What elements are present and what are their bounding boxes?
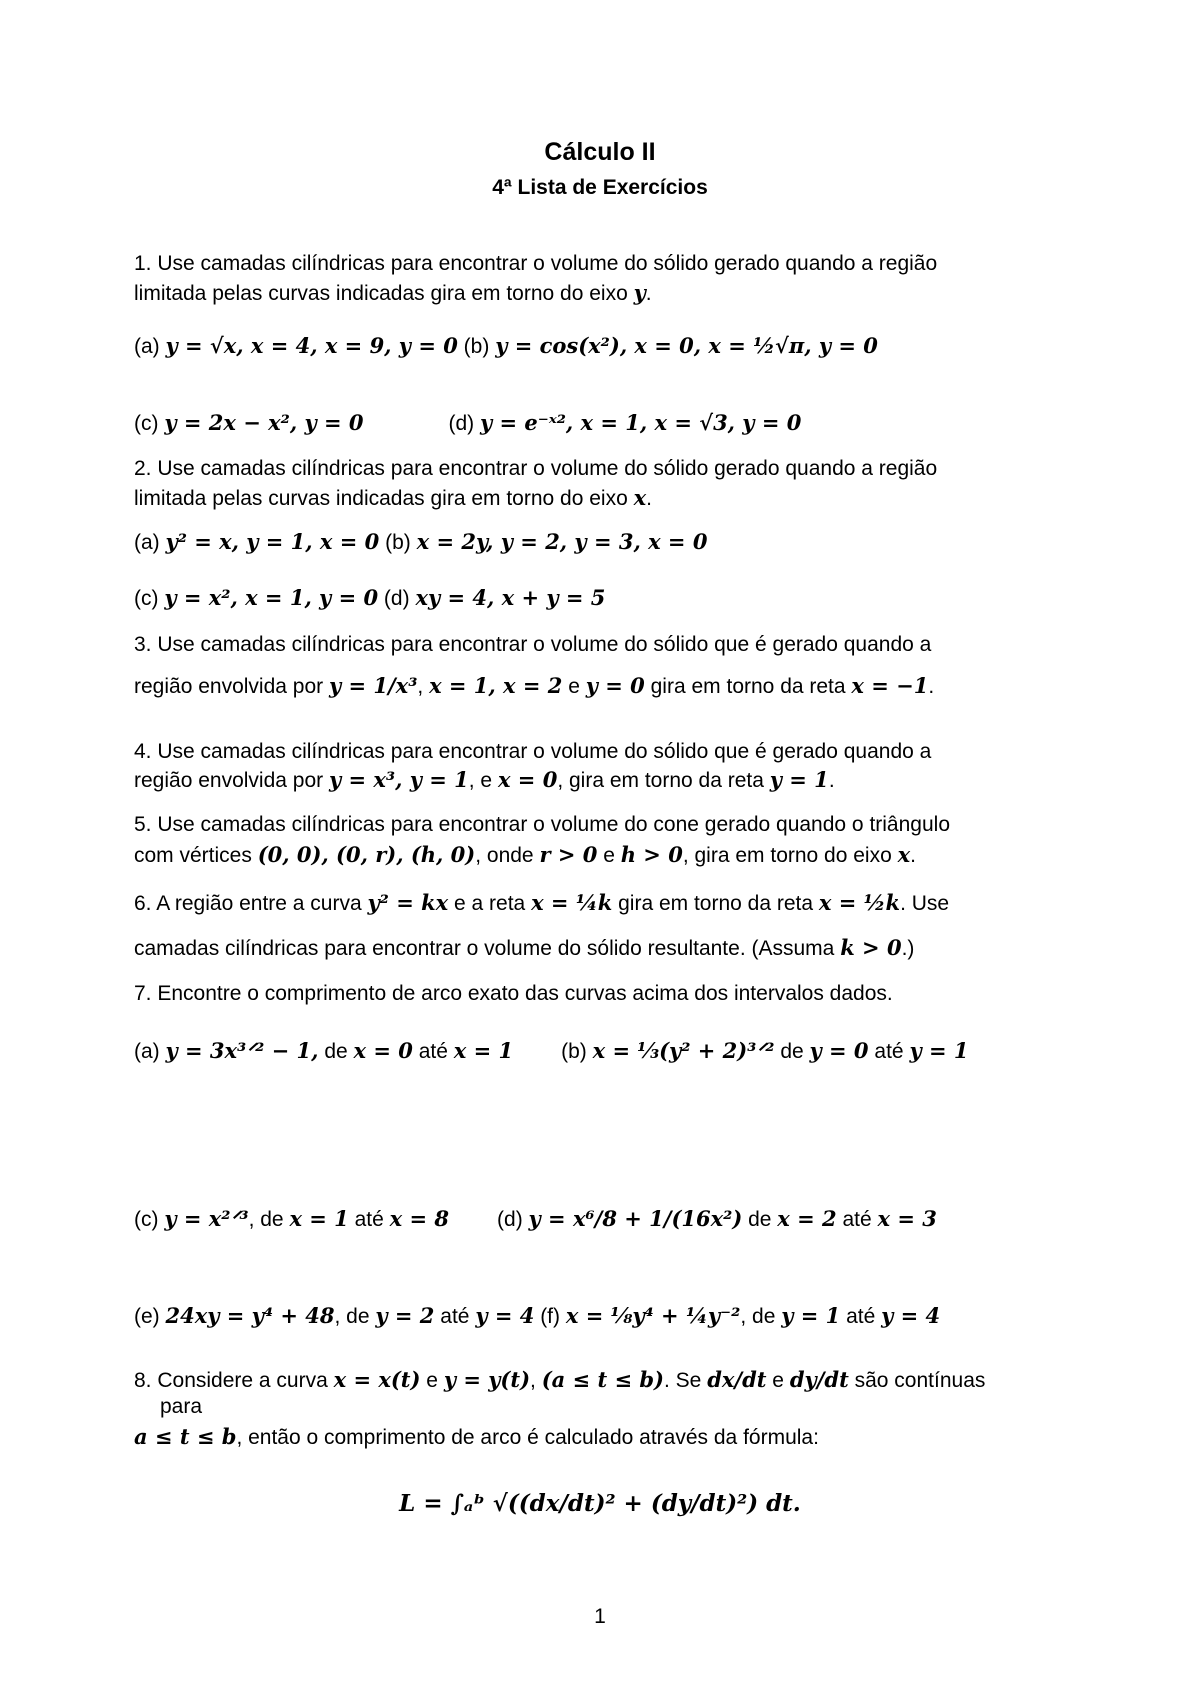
exercise-6-text-f: .): [901, 937, 915, 960]
exercise-7b-math: x = ⅓(y² + 2)³ᐟ²: [592, 1038, 775, 1063]
exercise-5-math-1: (0, 0), (0, r), (h, 0): [257, 842, 476, 867]
exercise-4-text-d: .: [828, 769, 835, 792]
exercise-5-text-2: [134, 842, 916, 869]
exercise-8-text-a: 8. Considere a curva: [134, 1369, 334, 1392]
exercise-2-line-2: limitada pelas curvas indicadas gira em torno do eixo: [134, 487, 634, 510]
exercise-8-text: [134, 1367, 985, 1394]
exercise-3-text-a: região envolvida por: [134, 675, 329, 698]
exercise-7a-label: (a): [134, 1040, 166, 1063]
exercise-2-text: [134, 456, 937, 482]
exercise-8-text-c: ,: [530, 1369, 542, 1392]
exercise-3-text-d: gira em torno da reta: [644, 675, 852, 698]
exercise-7f-math: x = ⅛y⁴ + ¼y⁻²: [565, 1303, 741, 1328]
exercise-5-text-a: com vértices: [134, 844, 258, 867]
exercise-7a-text: de: [318, 1040, 354, 1063]
exercise-1b-math: y = cos(x²), x = 0, x = ½√π, y = 0: [495, 333, 878, 358]
exercise-1-items-cd: [134, 410, 801, 437]
exercise-6-text-a: 6. A região entre a curva: [134, 892, 368, 915]
exercise-7f-label: (f): [534, 1305, 566, 1328]
exercise-5-math-4: x: [897, 842, 911, 867]
exercise-3-math-2: x = 1, x = 2: [429, 673, 563, 698]
exercise-7d-math-3: x = 3: [877, 1206, 937, 1231]
exercise-7c-text: , de: [248, 1208, 290, 1231]
exercise-3-math-4: x = −1: [851, 673, 929, 698]
document-subtitle: 4ª Lista de Exercícios: [492, 176, 708, 199]
exercise-4-text-c: , gira em torno da reta: [557, 769, 770, 792]
exercise-7c-label: (c): [134, 1208, 165, 1231]
exercise-8-math-2: y = y(t): [443, 1367, 531, 1392]
exercise-5-text-c: e: [597, 844, 621, 867]
exercise-6-text-c: gira em torno da reta: [612, 892, 819, 915]
exercise-8-text-g: , então o comprimento de arco é calculado através da fórmula:: [236, 1426, 819, 1449]
exercise-3-line-1: 3. Use camadas cilíndricas para encontrar o volume do sólido que é gerado quando a: [134, 633, 932, 656]
exercise-7c-math: y = x²ᐟ³: [164, 1206, 249, 1231]
exercise-2a-math: y² = x, y = 1, x = 0: [165, 529, 380, 554]
exercise-7e-math-3: y = 4: [475, 1303, 535, 1328]
exercise-1b-label: (b): [457, 335, 496, 358]
exercise-8-math-5: dy/dt: [789, 1367, 849, 1392]
exercise-6-math-3: x = ½k: [818, 890, 901, 915]
exercise-3-text-e: .: [928, 675, 935, 698]
exercise-1d-math: y = e⁻ˣ², x = 1, x = √3, y = 0: [479, 410, 802, 435]
exercise-2-text-2: limitada pelas curvas indicadas gira em torno do eixo x.: [134, 485, 652, 510]
exercise-7-items-cd: [134, 1206, 937, 1233]
exercise-2b-math: x = 2y, y = 2, y = 3, x = 0: [416, 529, 708, 554]
exercise-7-items-ab: [134, 1038, 968, 1065]
exercise-8-text-d: . Se: [664, 1369, 708, 1392]
exercise-8-text-e: e: [766, 1369, 790, 1392]
page-number: 1: [594, 1605, 606, 1628]
arc-length-formula: [0, 1490, 1200, 1517]
exercise-7b-text-2: até: [868, 1040, 910, 1063]
exercise-2b-label: (b): [379, 531, 417, 554]
exercise-7e-text: , de: [334, 1305, 376, 1328]
exercise-7a-math-3: x = 1: [453, 1038, 514, 1063]
exercise-2d-label: (d): [378, 587, 416, 610]
exercise-1a-math: y = √x, x = 4, x = 9, y = 0: [165, 333, 458, 358]
exercise-4-text: [134, 739, 931, 765]
exercise-6-text-d: . Use: [900, 892, 950, 915]
exercise-6-math-1: y² = kx: [367, 890, 449, 915]
exercise-4-text-b: , e: [468, 769, 498, 792]
exercise-7c-math-3: x = 8: [389, 1206, 450, 1231]
exercise-5-line-1: 5. Use camadas cilíndricas para encontrar o volume do cone gerado quando o triângulo: [134, 813, 950, 836]
exercise-2-items-cd: [134, 585, 605, 612]
exercise-5-math-2: r > 0: [539, 842, 598, 867]
exercise-2-line-1: 2. Use camadas cilíndricas para encontrar o volume do sólido gerado quando a região: [134, 457, 938, 480]
exercise-7-text: [134, 981, 893, 1007]
exercise-1a-label: (a): [134, 335, 166, 358]
exercise-8-text-b: e: [420, 1369, 444, 1392]
exercise-3-math-3: y = 0: [585, 673, 645, 698]
exercise-7f-text: , de: [740, 1305, 782, 1328]
exercise-8-text-3: [134, 1424, 819, 1451]
exercise-6-text-e: camadas cilíndricas para encontrar o volume do sólido resultante. (Assuma: [134, 937, 841, 960]
exercise-1c-label: (c): [134, 412, 165, 435]
exercise-7a-math: y = 3x³ᐟ² − 1,: [165, 1038, 319, 1063]
exercise-6-math-2: x = ¼k: [531, 890, 613, 915]
exercise-7e-math-2: y = 2: [375, 1303, 435, 1328]
exercise-3-text-2: [134, 673, 934, 700]
exercise-2a-label: (a): [134, 531, 166, 554]
exercise-8-text-2: [160, 1394, 202, 1420]
exercise-7e-math: 24xy = y⁴ + 48: [165, 1303, 335, 1328]
exercise-4-math-2: x = 0: [497, 767, 558, 792]
exercise-2-axis: x: [633, 485, 647, 510]
exercise-8-math-4: dx/dt: [707, 1367, 767, 1392]
exercise-7b-math-3: y = 1: [909, 1038, 969, 1063]
exercise-1-items-ab: [134, 333, 878, 360]
exercise-7f-text-2: até: [840, 1305, 882, 1328]
exercise-7d-label: (d): [497, 1208, 529, 1231]
exercise-3-math-1: y = 1/x³: [328, 673, 418, 698]
exercise-6-text-b: e a reta: [448, 892, 532, 915]
arc-length-formula-text: L = ∫ₐᵇ √((dx/dt)² + (dy/dt)²) dt.: [399, 1490, 801, 1517]
exercise-8-text-f: são contínuas: [848, 1369, 986, 1392]
exercise-4-text-a: região envolvida por: [134, 769, 329, 792]
exercise-2c-label: (c): [134, 587, 165, 610]
exercise-6-text-2: [134, 935, 914, 962]
exercise-7d-math-2: x = 2: [777, 1206, 837, 1231]
exercise-7a-text-2: até: [412, 1040, 454, 1063]
exercise-3-text: [134, 632, 931, 658]
exercise-7-line-1: 7. Encontre o comprimento de arco exato das curvas acima dos intervalos dados.: [134, 982, 893, 1005]
exercise-7b-label: (b): [561, 1040, 593, 1063]
exercise-7d-math: y = x⁶/8 + 1/(16x²): [528, 1206, 743, 1231]
exercise-4-text-2: [134, 767, 835, 794]
exercise-1-axis: y: [633, 280, 646, 305]
exercise-7b-math-2: y = 0: [809, 1038, 869, 1063]
exercise-5-text-b: , onde: [475, 844, 540, 867]
exercise-6-math-4: k > 0: [840, 935, 902, 960]
exercise-4-math-1: y = x³, y = 1: [328, 767, 469, 792]
exercise-1-text-2: limitada pelas curvas indicadas gira em torno do eixo y.: [134, 280, 652, 305]
exercise-7-items-ef: [134, 1303, 940, 1330]
exercise-8-math-6: a ≤ t ≤ b: [134, 1424, 237, 1449]
exercise-1-text: [134, 251, 937, 277]
exercise-5-math-3: h > 0: [620, 842, 683, 867]
exercise-5-text: [134, 812, 950, 838]
exercise-2c-math: y = x², x = 1, y = 0: [164, 585, 379, 610]
exercise-5-text-e: .: [910, 844, 916, 867]
exercise-8-line-2: para: [160, 1395, 203, 1418]
exercise-1-line-2: limitada pelas curvas indicadas gira em torno do eixo: [134, 282, 634, 305]
exercise-3-text-b: ,: [417, 675, 430, 698]
exercise-7e-text-2: até: [434, 1305, 476, 1328]
exercise-7f-math-2: y = 1: [781, 1303, 841, 1328]
exercise-8-math-3: (a ≤ t ≤ b): [541, 1367, 664, 1392]
exercise-2-items-ab: [134, 529, 707, 556]
exercise-4-math-3: y = 1: [769, 767, 829, 792]
exercise-7d-text-2: até: [836, 1208, 878, 1231]
exercise-7f-math-3: y = 4: [881, 1303, 941, 1328]
exercise-6-text: [134, 890, 949, 917]
exercise-8-math-1: x = x(t): [333, 1367, 421, 1392]
exercise-2d-math: xy = 4, x + y = 5: [415, 585, 606, 610]
exercise-5-text-d: , gira em torno do eixo: [682, 844, 898, 867]
exercise-1c-math: y = 2x − x², y = 0: [164, 410, 364, 435]
exercise-7c-text-2: até: [348, 1208, 390, 1231]
exercise-7d-text: de: [742, 1208, 778, 1231]
exercise-7a-math-2: x = 0: [353, 1038, 413, 1063]
exercise-7e-label: (e): [134, 1305, 166, 1328]
exercise-4-line-1: 4. Use camadas cilíndricas para encontrar o volume do sólido que é gerado quando a: [134, 740, 932, 763]
exercise-7b-text: de: [774, 1040, 810, 1063]
exercise-1d-label: (d): [448, 412, 480, 435]
exercise-1-line-1: 1. Use camadas cilíndricas para encontrar o volume do sólido gerado quando a região: [134, 252, 938, 275]
exercise-3-text-c: e: [562, 675, 586, 698]
document-title: Cálculo II: [544, 138, 656, 166]
exercise-7c-math-2: x = 1: [289, 1206, 349, 1231]
